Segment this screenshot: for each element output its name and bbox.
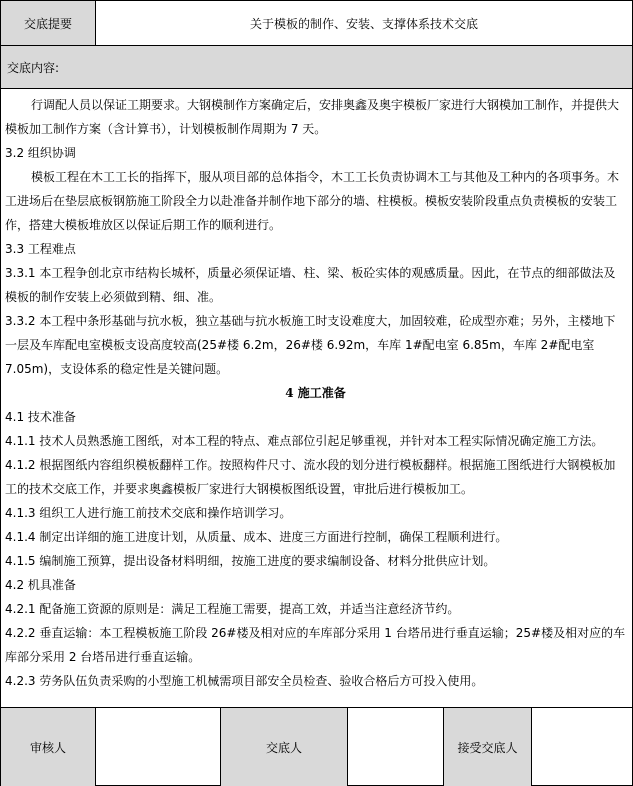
paragraph: 4.1.3 组织工人进行施工前技术交底和操作培训学习。 — [5, 506, 292, 520]
paragraph: 行调配人员以保证工期要求。大钢模制作方案确定后，安排奥鑫及奥宇模板厂家进行大钢模加工制作，并提供大模板加工制作方案（含计算书），计划模板制作周期为 7 天。 — [5, 98, 620, 136]
discloser-label: 交底人 — [221, 708, 348, 786]
paragraph: 模板工程在木工工长的指挥下，服从项目部的总体指令，木工工长负责协调木工与其他及工种内的各项事务。木工进场后在垫层底板钢筋施工阶段全力以赴准备并制作地下部分的墙、柱模板。模板安装阶段重点负责模板的安装工作，搭建大模板堆放区以保证后期工作的顺利进行。 — [5, 170, 620, 232]
content-label: 交底内容: — [1, 46, 632, 89]
paragraph: 4.1.5 编制施工预算，提出设备材料明细，按施工进度的要求编制设备、材料分批供应计划。 — [5, 554, 496, 568]
disclosure-title: 关于模板的制作、安装、支撑体系技术交底 — [249, 16, 478, 31]
paragraph: 3.3.2 本工程中条形基础与抗水板，独立基础与抗水板施工时支设难度大，加固较难，砼成型亦难；另外，主楼地下一层及车库配电室模板支设高度较高(25#楼 6.2m，26#楼 6.92m，车库 1#配电室 6.85m，车库 2#配电室 7.05m)，支设体系的稳定性是关键问题。 — [5, 314, 616, 376]
paragraph: 4.1.1 技术人员熟悉施工图纸，对本工程的特点、难点部位引起足够重视，并针对本工程实际情况确定施工方法。 — [5, 434, 604, 448]
section-heading: 4.2 机具准备 — [5, 578, 76, 592]
signature-row — [1, 707, 632, 786]
summary-label: 交底提要 — [1, 1, 96, 45]
receiver-label: 接受交底人 — [444, 708, 532, 786]
content-body — [1, 90, 632, 706]
section-heading: 3.2 组织协调 — [5, 146, 76, 160]
paragraph: 4.2.2 垂直运输：本工程模板施工阶段 26#楼及相对应的车库部分采用 1 台塔吊进行垂直运输；25#楼及相对应的车库部分采用 2 台塔吊进行垂直运输。 — [5, 626, 626, 664]
receiver-signature-field[interactable] — [532, 708, 632, 786]
header-row — [1, 1, 632, 46]
paragraph: 3.3.1 本工程争创北京市结构长城杯，质量必须保证墙、柱、梁、板砼实体的观感质量。因此，在节点的细部做法及模板的制作安装上必须做到精、细、准。 — [5, 266, 616, 304]
chapter-heading: 4 施工准备 — [285, 386, 346, 400]
reviewer-signature-field[interactable] — [96, 708, 221, 786]
reviewer-label: 审核人 — [1, 708, 96, 786]
section-heading: 4.1 技术准备 — [5, 410, 76, 424]
paragraph: 4.1.4 制定出详细的施工进度计划，从质量、成本、进度三方面进行控制，确保工程顺利进行。 — [5, 530, 508, 544]
paragraph: 4.2.1 配备施工资源的原则是：满足工程施工需要，提高工效，并适当注意经济节约。 — [5, 602, 460, 616]
section-heading: 3.3 工程难点 — [5, 242, 76, 256]
paragraph: 4.2.3 劳务队伍负责采购的小型施工机械需项目部安全员检查、验收合格后方可投入使用。 — [5, 674, 484, 688]
paragraph: 4.1.2 根据图纸内容组织模板翻样工作。按照构件尺寸、流水段的划分进行模板翻样。根据施工图纸进行大钢模板加工的技术交底工作，并要求奥鑫模板厂家进行大钢模板图纸设置，审批后进行模板加工。 — [5, 458, 616, 496]
discloser-signature-field[interactable] — [348, 708, 444, 786]
